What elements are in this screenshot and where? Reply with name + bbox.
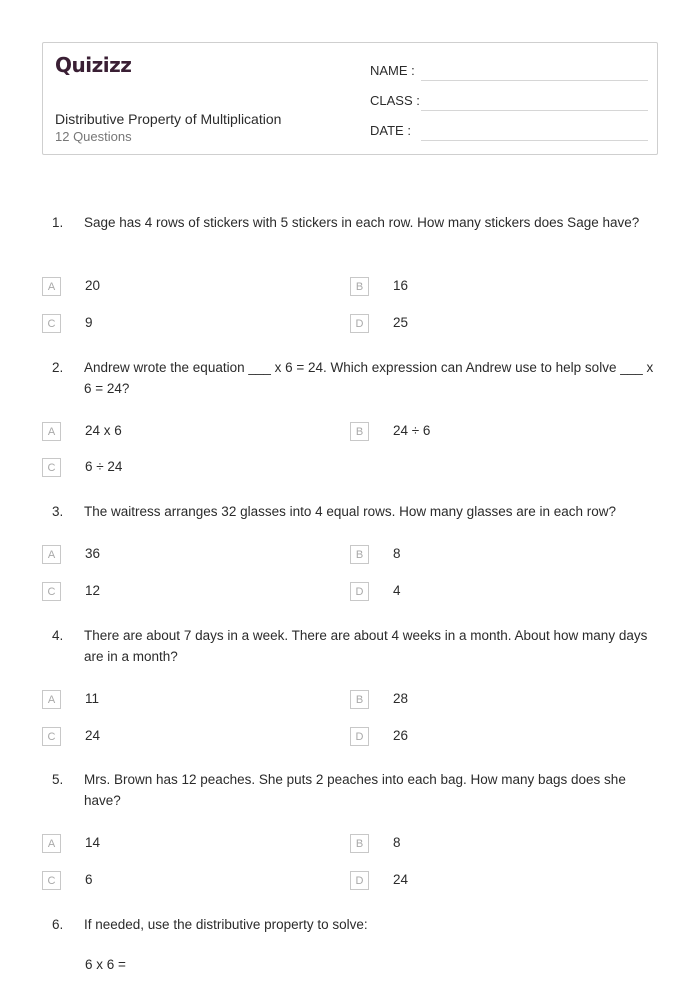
option-text: 11 xyxy=(85,691,100,706)
question-number: 2. xyxy=(52,360,64,375)
quizizz-logo: Quizizz xyxy=(55,53,132,77)
option-text: 25 xyxy=(393,315,409,330)
question-text: Sage has 4 rows of stickers with 5 stickers in each row. How many stickers does Sage have? xyxy=(84,215,640,230)
option-letter: C xyxy=(42,582,61,601)
option-text: 20 xyxy=(85,278,101,293)
option-letter: C xyxy=(42,871,61,890)
date-line[interactable] xyxy=(421,140,648,141)
option-letter: B xyxy=(350,277,369,296)
option-letter: C xyxy=(42,314,61,333)
option-letter: B xyxy=(350,422,369,441)
question-text: If needed, use the distributive property to solve: xyxy=(84,917,368,932)
option-letter: B xyxy=(350,834,369,853)
question-number: 1. xyxy=(52,215,64,230)
question-text: Mrs. Brown has 12 peaches. She puts 2 peaches into each bag. How many bags does she have? xyxy=(84,772,626,808)
option-text: 24 xyxy=(85,728,101,743)
question-number: 5. xyxy=(52,772,64,787)
option-text: 24 xyxy=(393,872,409,887)
worksheet-title: Distributive Property of Multiplication xyxy=(55,111,282,127)
option-letter: D xyxy=(350,871,369,890)
question-count: 12 Questions xyxy=(55,129,132,144)
option-letter: A xyxy=(42,690,61,709)
option-letter: D xyxy=(350,314,369,333)
option-letter: B xyxy=(350,545,369,564)
option-text: 9 xyxy=(85,315,93,330)
option-letter: A xyxy=(42,545,61,564)
option-text: 16 xyxy=(393,278,409,293)
date-label: DATE : xyxy=(370,123,411,138)
option-text: 24 ÷ 6 xyxy=(393,423,431,438)
name-field[interactable] xyxy=(370,59,648,81)
option-letter: A xyxy=(42,834,61,853)
option-text: 12 xyxy=(85,583,101,598)
name-line[interactable] xyxy=(421,80,648,81)
option-text: 6 xyxy=(85,872,93,887)
option-letter: A xyxy=(42,422,61,441)
name-label: NAME : xyxy=(370,63,415,78)
option-letter: C xyxy=(42,727,61,746)
question-number: 4. xyxy=(52,628,64,643)
question-text: Andrew wrote the equation ___ x 6 = 24. Which expression can Andrew use to help solve ___ x 6 = 24? xyxy=(84,360,654,396)
worksheet-header xyxy=(42,42,658,155)
option-text: 8 xyxy=(393,835,401,850)
option-letter: D xyxy=(350,727,369,746)
option-letter: B xyxy=(350,690,369,709)
class-line[interactable] xyxy=(421,110,648,111)
option-letter: A xyxy=(42,277,61,296)
option-text: 28 xyxy=(393,691,409,706)
class-label: CLASS : xyxy=(370,93,420,108)
option-text: 26 xyxy=(393,728,409,743)
question-text: There are about 7 days in a week. There are about 4 weeks in a month. About how many days are in a month? xyxy=(84,628,648,664)
date-field[interactable] xyxy=(370,119,648,141)
question-text: The waitress arranges 32 glasses into 4 equal rows. How many glasses are in each row? xyxy=(84,504,617,519)
option-text: 24 x 6 xyxy=(85,423,122,438)
q6-expression: 6 x 6 = xyxy=(85,957,126,972)
option-text: 36 xyxy=(85,546,101,561)
class-field[interactable] xyxy=(370,89,648,111)
option-text: 8 xyxy=(393,546,401,561)
option-letter: D xyxy=(350,582,369,601)
option-text: 6 ÷ 24 xyxy=(85,459,123,474)
question-number: 3. xyxy=(52,504,64,519)
option-text: 4 xyxy=(393,583,401,598)
question-number: 6. xyxy=(52,917,64,932)
option-letter: C xyxy=(42,458,61,477)
option-text: 14 xyxy=(85,835,101,850)
